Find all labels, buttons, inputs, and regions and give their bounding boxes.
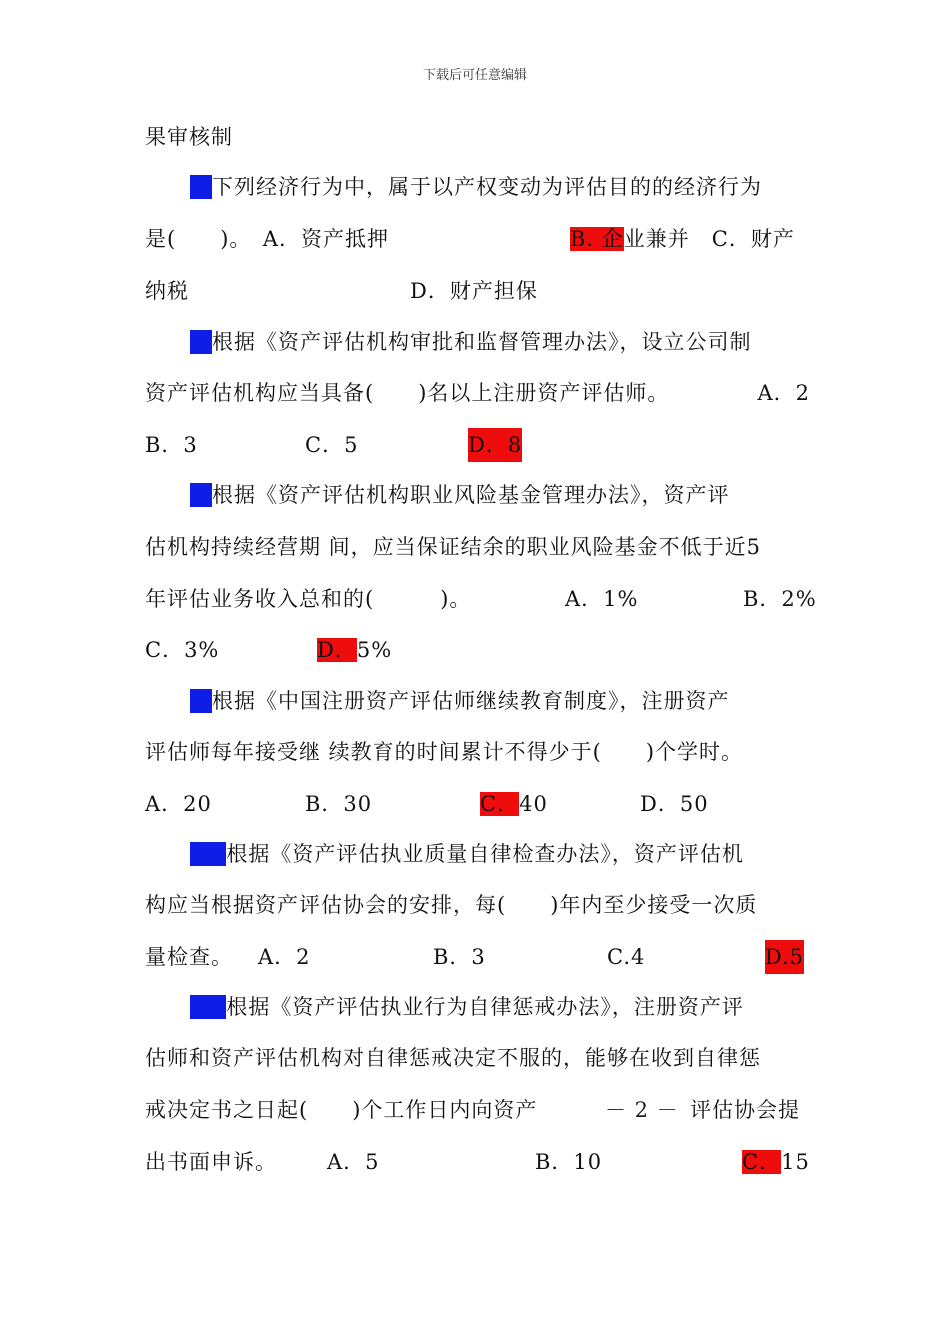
text-line [145, 1093, 810, 1127]
option-text: A．5 [327, 1150, 380, 1174]
question-number: 7. [190, 330, 213, 354]
page-header: 下载后可任意编辑 [422, 68, 527, 83]
option-text: C．5 [305, 433, 359, 457]
text-line [145, 633, 810, 667]
question-8 [190, 478, 810, 512]
answer-highlight: D．8 [468, 428, 522, 462]
text-line: 果审核制 [145, 125, 233, 149]
answer-highlight: D.5 [765, 940, 804, 974]
answer-option-line [742, 1145, 810, 1179]
text-line [145, 787, 810, 821]
question-7 [190, 325, 810, 359]
option-text: 15 [781, 1150, 810, 1174]
option-text: B．30 [305, 792, 373, 816]
question-text: 下列经济行为中，属于以产权变动为评估目的的经济行为 [212, 175, 763, 199]
answer-highlight: D． [317, 638, 357, 662]
answer-option-line [570, 222, 795, 256]
answer-option-line [317, 633, 392, 667]
text-fragment: 量检查。 [145, 945, 233, 969]
option-text: B．2% [743, 587, 817, 611]
text-line: 估师和资产评估机构对自律惩戒决定不服的，能够在收到自律惩 [145, 1046, 761, 1070]
text-line [145, 376, 810, 410]
text-line [145, 222, 810, 256]
question-text: 根据《资产评估机构审批和监督管理办法》，设立公司制 [212, 330, 752, 354]
question-number: 8. [190, 483, 213, 507]
question-number: 6. [190, 175, 213, 199]
text-fragment: 年评估业务收入总和的( )。 [145, 587, 472, 611]
question-text: 根据《资产评估执业质量自律检查办法》，资产评估机 [226, 842, 744, 866]
option-text: C.4 [607, 945, 646, 969]
option-text: A．20 [145, 792, 212, 816]
option-text: B．10 [535, 1150, 603, 1174]
option-text: A．2 [258, 945, 311, 969]
text-line [145, 1145, 810, 1179]
option-text: A．2 [757, 381, 810, 405]
text-line [145, 274, 810, 308]
text-line [145, 582, 817, 616]
answer-highlight: C． [480, 792, 520, 816]
text-line [145, 940, 810, 974]
option-text: 40 [519, 792, 548, 816]
option-text: A．1% [565, 587, 639, 611]
answer-highlight: C． [742, 1150, 782, 1174]
question-number: 9. [190, 689, 213, 713]
option-text: 5% [356, 638, 393, 662]
question-9 [190, 684, 810, 718]
text-fragment: 评估协会提 [690, 1098, 800, 1122]
option-text: C．3% [145, 638, 220, 662]
question-text: 根据《资产评估机构职业风险基金管理办法》，资产评 [212, 483, 730, 507]
question-number: 11. [190, 995, 227, 1019]
answer-highlight: B. 企 [570, 227, 624, 251]
question-number: 10. [190, 842, 227, 866]
question-11 [190, 990, 810, 1024]
text-line: 评估师每年接受继 续教育的时间累计不得少于( )个学时。 [145, 740, 744, 764]
option-text: 是( )。 A．资产抵押 [145, 227, 390, 251]
question-10 [190, 837, 810, 871]
option-text: B．3 [433, 945, 486, 969]
question-text: 根据《中国注册资产评估师继续教育制度》，注册资产 [212, 689, 730, 713]
text-fragment: 出书面申诉。 [145, 1150, 277, 1174]
text-fragment: 纳税 [145, 279, 189, 303]
text-fragment: 戒决定书之日起( )个工作日内向资产 [145, 1098, 538, 1122]
text-line: 构应当根据资产评估协会的安排，每( )年内至少接受一次质 [145, 893, 758, 917]
answer-option-line [480, 787, 548, 821]
question-text: 根据《资产评估执业行为自律惩戒办法》，注册资产评 [226, 995, 744, 1019]
option-text: D．50 [640, 792, 709, 816]
text-fragment: 资产评估机构应当具备( )名以上注册资产评估师。 [145, 381, 670, 405]
text-line: 估机构持续经营期 间，应当保证结余的职业风险基金不低于近5 [145, 535, 762, 559]
page-number: － 2 － [605, 1098, 679, 1122]
option-text: 业兼并 C．财产 [623, 227, 795, 251]
text-line [145, 428, 810, 462]
option-text: D．财产担保 [410, 279, 538, 303]
question-6 [190, 170, 810, 204]
option-text: B．3 [145, 433, 198, 457]
